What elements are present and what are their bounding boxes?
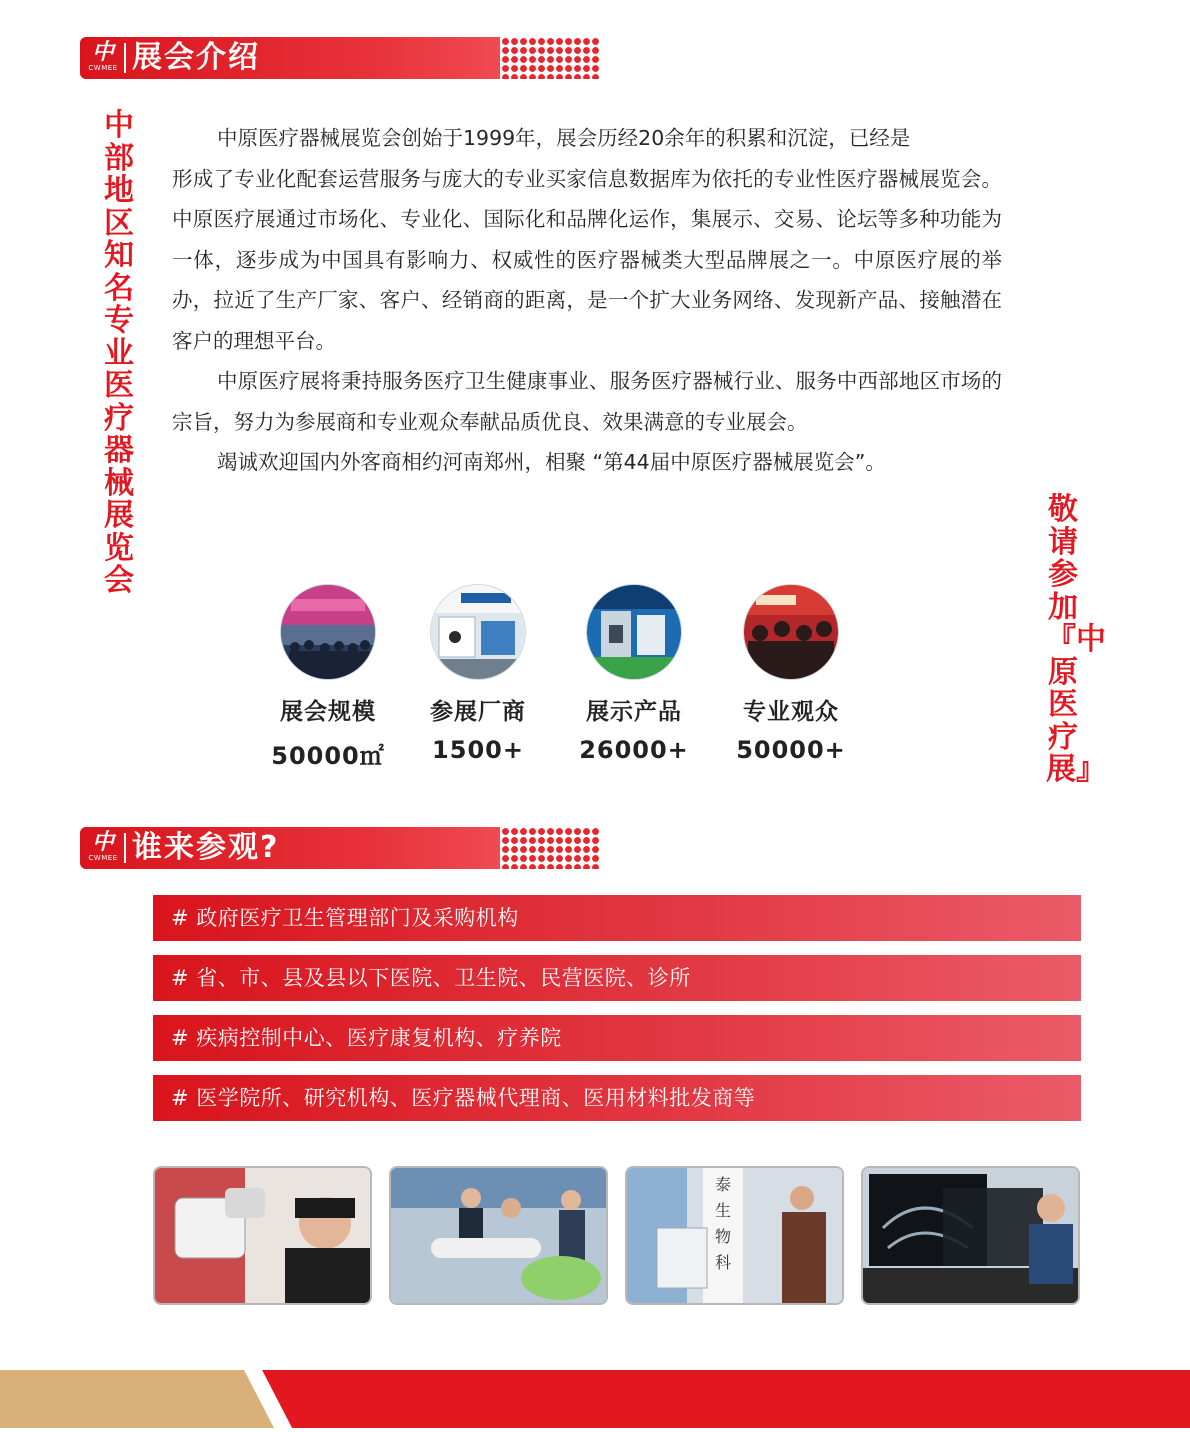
audience-item: # 疾病控制中心、医疗康复机构、疗养院 [153, 1015, 1081, 1061]
left-vertical-slogan: 中部地区知名专业医疗器械展览会 [104, 108, 134, 598]
footer-band [0, 1370, 1190, 1428]
stat-label: 展会规模 [280, 699, 376, 725]
section-title: 展会介绍 [132, 40, 260, 75]
intro-paragraph-1b: 形成了专业化配套运营服务与庞大的专业买家信息数据库为依托的专业性医疗器械展览会。中原医疗展通过市场化、专业化、国际化和品牌化运作，集展示、交易、论坛等多种功能为一体，逐步成为中国具有影响力、权威性的医疗器械类大型品牌展之一。中原医疗展的举办，拉近了生产厂家、客户、经销商的距离，是一个扩大业务网络、发现新产品、接触潜在客户的理想平台。 [172, 166, 1002, 353]
booth-sign-char: 物 [714, 1227, 732, 1246]
header-divider [124, 43, 126, 73]
intro-paragraph-1a: 中原医疗器械展览会创始于1999年，展会历经20余年的积累和沉淀，已经是 [217, 126, 911, 150]
section-title: 谁来参观? [132, 830, 280, 865]
stat-label: 展示产品 [586, 699, 682, 725]
intro-paragraph-3: 竭诚欢迎国内外客商相约河南郑州，相聚 “第44届中原医疗器械展览会”。 [217, 450, 886, 474]
section-header-visitors [80, 827, 600, 869]
ct-workstation-photo [861, 1166, 1080, 1305]
stats-section [270, 585, 870, 775]
cwmee-logo: 中 CWMEE [88, 39, 118, 72]
header-divider [124, 833, 126, 863]
booth-sign-char: 科 [714, 1253, 732, 1272]
booth-sign-char: 泰 [714, 1175, 732, 1194]
intro-text [172, 118, 1002, 483]
audience-item: # 省、市、县及县以下医院、卫生院、民营医院、诊所 [153, 955, 1081, 1001]
stat-products [559, 585, 709, 764]
right-vertical-slogan: 敬请参加『中原医疗展』 [1046, 492, 1106, 787]
intro-paragraph-2: 中原医疗展将秉持服务医疗卫生健康事业、服务医疗器械行业、服务中西部地区市场的宗旨，努力为参展商和专业观众奉献品质优良、效果满意的专业展会。 [172, 369, 1002, 434]
dental-chair-photo [389, 1166, 608, 1305]
microscope-photo [153, 1166, 372, 1305]
audience-item: # 医学院所、研究机构、医疗器械代理商、医用材料批发商等 [153, 1075, 1081, 1121]
product-display-photo [587, 585, 681, 679]
stat-value: 50000+ [736, 736, 846, 764]
dot-pattern [492, 37, 600, 79]
stat-value: 26000+ [579, 736, 689, 764]
stat-value: 1500+ [432, 736, 524, 764]
expo-hall-photo [281, 585, 375, 679]
stat-label: 参展厂商 [430, 699, 526, 725]
section-header-intro [80, 37, 600, 79]
cwmee-logo: 中 CWMEE [88, 829, 118, 862]
biotech-booth-photo [625, 1166, 844, 1305]
audience-item: # 政府医疗卫生管理部门及采购机构 [153, 895, 1081, 941]
dot-pattern [492, 827, 600, 869]
stat-label: 专业观众 [743, 699, 839, 725]
booth-sign-char: 生 [714, 1201, 732, 1220]
stat-visitors [716, 585, 866, 764]
audience-crowd-photo [744, 585, 838, 679]
booth-photo [431, 585, 525, 679]
stat-scale [253, 585, 403, 771]
stat-exhibitors [403, 585, 553, 764]
stat-value: 50000㎡ [271, 742, 385, 770]
